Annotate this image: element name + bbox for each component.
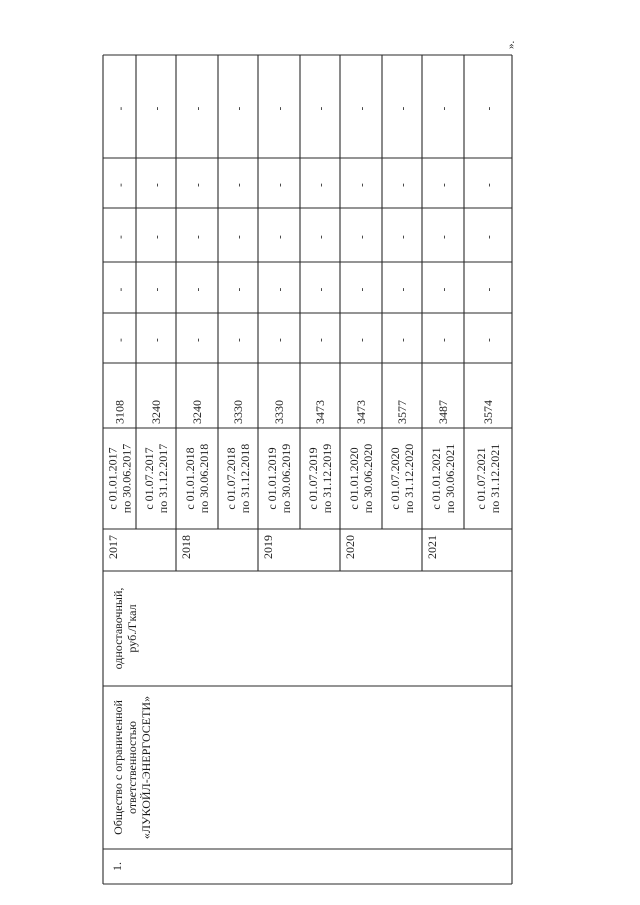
period-end: по 31.12.2018 [238, 443, 252, 514]
organization-name-line: ответственностью [125, 720, 139, 815]
empty-cell-dash: - [483, 235, 495, 239]
table-text [106, 106, 503, 871]
empty-cell-dash: - [356, 106, 368, 111]
empty-cell-dash: - [114, 287, 127, 292]
empty-cell-dash: - [151, 235, 163, 239]
empty-cell-dash: - [192, 287, 204, 292]
empty-cell-dash: - [233, 106, 245, 111]
year-label: 2020 [343, 535, 357, 559]
period-end: по 30.06.2021 [443, 443, 457, 514]
tariff-value: 3240 [149, 400, 163, 424]
empty-cell-dash: - [274, 183, 286, 187]
year-label: 2017 [106, 535, 120, 559]
empty-cell-dash: - [438, 287, 450, 292]
period-start: с 01.01.2018 [183, 447, 197, 510]
empty-cell-dash: - [438, 183, 450, 187]
empty-cell-dash: - [274, 106, 286, 111]
period-start: с 01.01.2017 [105, 447, 120, 510]
empty-cell-dash: - [483, 338, 495, 342]
empty-cell-dash: - [233, 183, 245, 187]
empty-cell-dash: - [438, 338, 450, 342]
year-label: 2021 [425, 535, 439, 559]
period-start: с 01.07.2021 [474, 447, 488, 510]
empty-cell-dash: - [114, 338, 127, 342]
organization-name-line: Общество с ограниченной [111, 700, 125, 835]
empty-cell-dash: - [315, 287, 327, 292]
empty-cell-dash: - [315, 338, 327, 342]
empty-cell-dash: - [274, 287, 286, 292]
empty-cell-dash: - [397, 338, 409, 342]
period-start: с 01.01.2020 [347, 447, 361, 510]
empty-cell-dash: - [192, 183, 204, 187]
empty-cell-dash: - [192, 338, 204, 342]
period-end: по 31.12.2019 [320, 443, 334, 514]
period-start: с 01.07.2018 [224, 447, 238, 510]
empty-cell-dash: - [192, 235, 204, 239]
period-end: по 30.06.2017 [119, 443, 134, 514]
empty-cell-dash: - [151, 287, 163, 292]
tariff-type-line: руб./Гкал [125, 604, 139, 653]
period-end: по 30.06.2018 [197, 443, 211, 514]
empty-cell-dash: - [274, 338, 286, 342]
empty-cell-dash: - [483, 183, 495, 187]
period-end: по 31.12.2021 [488, 443, 502, 514]
empty-cell-dash: - [397, 287, 409, 292]
empty-cell-dash: - [274, 235, 286, 239]
tariff-value: 3330 [231, 400, 245, 424]
period-start: с 01.07.2017 [142, 447, 156, 510]
empty-cell-dash: - [233, 235, 245, 239]
empty-cell-dash: - [233, 287, 245, 292]
year-label: 2018 [179, 535, 193, 559]
tariff-value: 3108 [112, 400, 127, 424]
period-start: с 01.07.2019 [306, 447, 320, 510]
empty-cell-dash: - [356, 183, 368, 187]
empty-cell-dash: - [397, 106, 409, 111]
empty-cell-dash: - [151, 338, 163, 342]
period-end: по 30.06.2019 [279, 443, 293, 514]
empty-cell-dash: - [315, 106, 327, 111]
tariff-value: 3574 [481, 400, 495, 424]
empty-cell-dash: - [356, 338, 368, 342]
tariff-value: 3240 [190, 400, 204, 424]
tariff-value: 3487 [436, 400, 450, 424]
closing-quote-mark: ». [505, 40, 517, 49]
period-end: по 31.12.2017 [156, 443, 170, 514]
empty-cell-dash: - [192, 106, 204, 111]
empty-cell-dash: - [356, 235, 368, 239]
empty-cell-dash: - [151, 183, 163, 187]
empty-cell-dash: - [483, 106, 495, 111]
organization-name-line: «ЛУКОЙЛ-ЭНЕРГОСЕТИ» [139, 695, 153, 840]
period-end: по 31.12.2020 [402, 443, 416, 514]
empty-cell-dash: - [438, 235, 450, 239]
tariff-type-line: одноставочный, [111, 587, 125, 670]
empty-cell-dash: - [438, 106, 450, 111]
period-start: с 01.01.2019 [265, 447, 279, 510]
year-label: 2019 [261, 535, 275, 559]
row-number: 1. [110, 862, 124, 871]
empty-cell-dash: - [315, 235, 327, 239]
tariff-value: 3330 [272, 400, 286, 424]
empty-cell-dash: - [356, 287, 368, 292]
tariff-value: 3473 [354, 400, 368, 424]
empty-cell-dash: - [233, 338, 245, 342]
empty-cell-dash: - [114, 106, 127, 111]
period-start: с 01.07.2020 [388, 447, 402, 510]
period-end: по 30.06.2020 [361, 443, 375, 514]
empty-cell-dash: - [151, 106, 163, 111]
tariff-value: 3473 [313, 400, 327, 424]
empty-cell-dash: - [114, 235, 127, 239]
empty-cell-dash: - [483, 287, 495, 292]
empty-cell-dash: - [397, 235, 409, 239]
period-start: с 01.01.2021 [429, 447, 443, 510]
empty-cell-dash: - [315, 183, 327, 187]
tariff-value: 3577 [395, 400, 409, 424]
empty-cell-dash: - [397, 183, 409, 187]
empty-cell-dash: - [114, 183, 127, 187]
